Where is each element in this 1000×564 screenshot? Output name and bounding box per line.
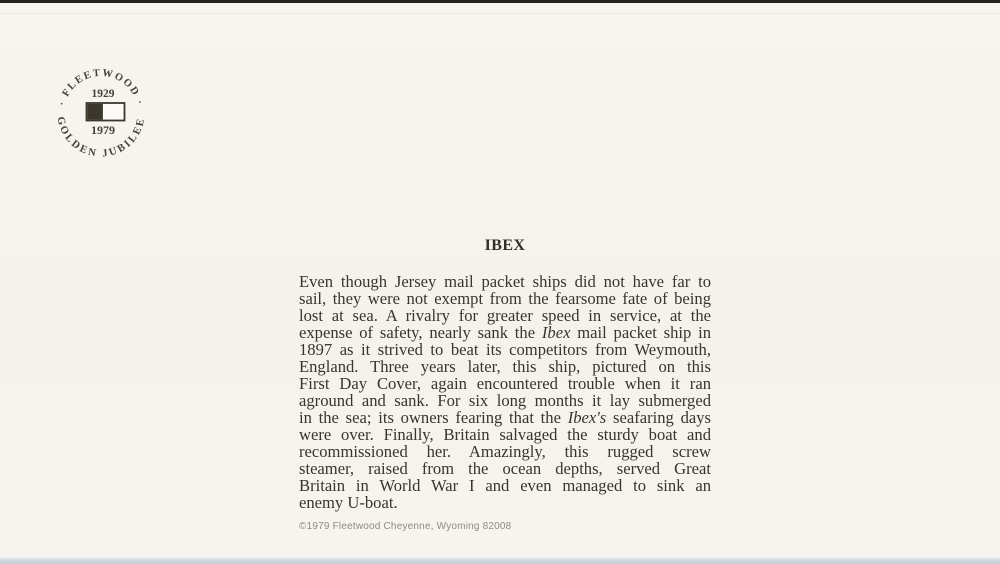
copyright-line: ©1979 Fleetwood Cheyenne, Wyoming 82008 — [299, 521, 512, 532]
paragraph-line: England. Three years later, this ship, pictured on this — [299, 357, 711, 376]
paragraph-line: were over. Finally, Britain salvaged the sturdy boat and — [299, 425, 711, 444]
stamp-top-arc-text: · FLEETWOOD · — [56, 67, 146, 108]
paragraph-line: Britain in World War I and even managed to sink an — [299, 476, 711, 495]
article-block — [299, 237, 711, 532]
stamp-bottom-arc-text: GOLDEN JUBILEE — [54, 115, 148, 160]
paragraph-line: 1897 as it strived to beat its competitors from Weymouth, — [299, 340, 711, 359]
paragraph-line: expense of safety, nearly sank the Ibex mail packet ship in — [299, 323, 711, 342]
paragraph-line: in the sea; its owners fearing that the Ibex's seafaring days — [299, 408, 711, 427]
paragraph-line: recommissioned her. Amazingly, this rugged screw — [299, 442, 711, 461]
paragraph-line: Even though Jersey mail packet ships did not have far to — [299, 272, 711, 291]
stamp-year-1979: 1979 — [91, 123, 115, 137]
paragraph-line: aground and sank. For six long months it lay submerged — [299, 391, 711, 410]
scan-crease-line — [0, 13, 1000, 14]
scan-top-edge — [0, 0, 1000, 3]
paragraph-line: First Day Cover, again encountered trouble when it ran — [299, 374, 711, 393]
stamp-year-1929: 1929 — [91, 88, 115, 100]
scan-bottom-edge — [0, 557, 1000, 564]
paragraph-line: lost at sea. A rivalry for greater speed in service, at the — [299, 306, 711, 325]
paragraph-line: steamer, raised from the ocean depths, served Great — [299, 459, 711, 478]
article-body — [299, 273, 711, 511]
fleetwood-jubilee-stamp-icon — [51, 63, 151, 163]
flag-icon — [87, 103, 125, 121]
article-title: IBEX — [484, 237, 526, 254]
paragraph-line: enemy U-boat. — [299, 493, 398, 512]
paragraph-line: sail, they were not exempt from the fearsome fate of being — [299, 289, 711, 308]
